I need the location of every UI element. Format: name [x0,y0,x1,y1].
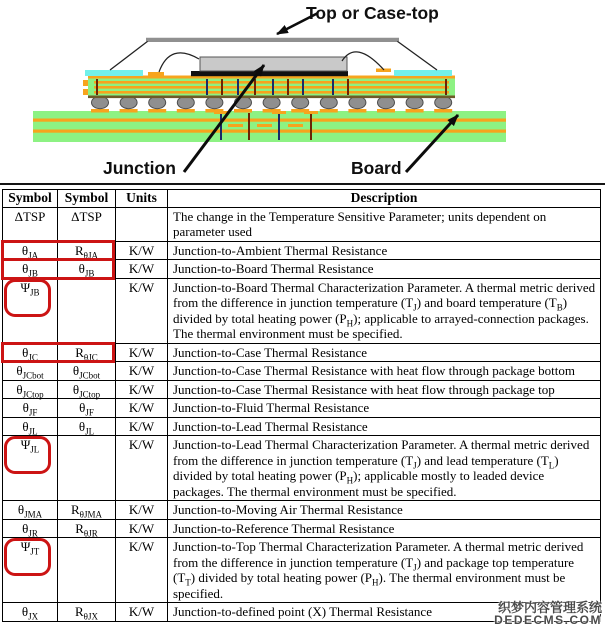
description-cell: Junction-to-Case Thermal Resistance [168,343,601,362]
description-cell: Junction-to-Case Thermal Resistance with heat flow through package bottom [168,362,601,381]
description-cell: Junction-to-Board Thermal Resistance [168,260,601,279]
junction-label: Junction [103,158,176,178]
ball-pad [120,109,138,113]
symbol-primary-cell [3,603,58,622]
ball-pad [320,109,338,113]
watermark-site-text: DEDECMS.COM [494,613,602,627]
symbol-primary-cell [3,380,58,399]
table-row [3,260,601,279]
package-cross-section-diagram [0,0,605,187]
symbol-text: $\theta_{JF}$ [22,400,38,418]
symbol-text: $R_{\theta JC}$ [75,344,98,363]
ball-pad [377,109,395,113]
symbol-text: $\theta_{JB}$ [78,261,95,279]
units-cell [116,207,168,241]
symbol-alt-cell [58,603,116,622]
symbol-text: $\theta_{JB}$ [22,261,38,279]
solder-ball [320,96,337,108]
description-cell: Junction-to-defined point (X) Thermal Resistance [168,603,601,622]
symbol-text: $R_{\theta JX}$ [75,604,98,622]
description-cell: Junction-to-Ambient Thermal Resistance [168,241,601,260]
table-row [3,501,601,520]
board-slab [33,111,506,142]
symbol-text: $\theta_{JL}$ [22,418,38,437]
watermark-cn-text: 织梦内容管理系统 [497,600,602,615]
ball-pad [91,109,109,113]
symbol-text: $\theta_{JX}$ [21,604,39,622]
solder-ball [378,96,395,108]
description-cell: Junction-to-Case Thermal Resistance with heat flow through package top [168,380,601,399]
symbol-text: $\Psi_{JB}$ [20,279,40,298]
description-cell: The change in the Temperature Sensitive Parameter; units dependent on parameter used [168,207,601,241]
symbol-text: $R_{\theta JR}$ [75,520,98,539]
symbol-text: $\theta_{JA}$ [21,242,39,261]
ball-pad [263,109,281,113]
table-row [3,343,601,362]
symbol-primary-cell [3,362,58,381]
symbol-text: $\theta_{JC}$ [22,344,38,363]
symbol-text: $R_{\theta JA}$ [75,242,98,261]
symbol-text: ΔTSP [71,208,102,224]
units-cell: K/W [116,501,168,520]
symbol-text: $\theta_{JL}$ [78,418,95,437]
symbol-primary-cell [3,417,58,436]
section-divider-line [0,183,605,185]
solder-ball [206,96,223,108]
package-substrate [83,76,455,99]
symbol-text: $\theta_{JMA}$ [17,502,43,520]
symbol-alt-cell [58,207,116,241]
wire-pad-left [148,72,164,76]
symbol-text: $\theta_{JCbot}$ [16,363,44,381]
ball-pad [177,109,195,113]
solder-ball [349,96,366,108]
solder-ball [120,96,137,108]
ball-pad [434,109,452,113]
units-cell: K/W [116,362,168,381]
watermark [494,601,602,627]
ball-pad [291,109,309,113]
symbol-alt-cell [58,436,116,501]
symbol-alt-cell [58,278,116,343]
symbol-alt-cell [58,417,116,436]
top-case-top-label: Top or Case-top [306,3,439,23]
symbol-alt-cell [58,241,116,260]
table-row [3,519,601,538]
table-body [3,207,601,621]
bond-wire-right [342,52,384,70]
header-symbol-alt: Symbol [58,190,116,208]
header-units: Units [116,190,168,208]
table-header [3,190,601,208]
table-row [3,538,601,603]
solder-ball [263,96,280,108]
lid-seal-pad-right [394,70,452,76]
ball-pad [348,109,366,113]
description-cell: Junction-to-Board Thermal Characterization Parameter. A thermal metric derived from the difference in junction temperature $(T_J)$ and board temperature $(T_B)$ divided by total heating power $(P_H)$; applicable to arrayed-connection packages. The thermal environment must be specified. [168,278,601,343]
header-symbol-primary: Symbol [3,190,58,208]
table-row [3,380,601,399]
symbol-text: $\theta_{JF}$ [79,400,94,418]
table-row [3,399,601,418]
board-label: Board [351,158,402,178]
solder-ball [149,96,166,108]
ball-pad [234,109,252,113]
description-cell: Junction-to-Top Thermal Characterization Parameter. A thermal metric derived from the difference in junction temperature $(T_J)$ and package top temperature $(T_T)$ divided by total heating power $(P_H)$. The thermal environment must be specified. [168,538,601,603]
units-cell: K/W [116,417,168,436]
symbol-primary-cell [3,278,58,343]
die-attach [191,71,348,76]
symbol-primary-cell [3,399,58,418]
die [200,57,347,71]
table-row [3,417,601,436]
units-cell: K/W [116,519,168,538]
symbol-alt-cell [58,343,116,362]
description-cell: Junction-to-Lead Thermal Resistance [168,417,601,436]
symbol-alt-cell [58,501,116,520]
symbol-text: $\Psi_{JL}$ [20,437,40,455]
symbol-primary-cell [3,343,58,362]
symbol-primary-cell [3,519,58,538]
thermal-symbols-table [2,189,601,622]
table-row [3,278,601,343]
table-row [3,436,601,501]
symbol-text: $\theta_{JCbot}$ [72,363,101,381]
description-cell: Junction-to-Fluid Thermal Resistance [168,399,601,418]
description-cell: Junction-to-Lead Thermal Characterization Parameter. A thermal metric derived from the difference in junction temperature $(T_J)$ and lead temperature $(T_L)$ divided by total heating power $(P_H)$; applicable mostly to leaded device packages. The thermal environment must be specified. [168,436,601,501]
symbol-primary-cell [3,538,58,603]
lid-seal-pad-left [85,70,143,76]
symbol-text: ΔTSP [14,208,46,224]
description-cell: Junction-to-Moving Air Thermal Resistance [168,501,601,520]
symbol-alt-cell [58,380,116,399]
units-cell: K/W [116,343,168,362]
ball-pad [205,109,223,113]
symbol-text: $\Psi_{JT}$ [20,539,40,557]
solder-balls [92,96,452,108]
description-cell: Junction-to-Reference Thermal Resistance [168,519,601,538]
bond-wire-left [159,53,199,72]
units-cell: K/W [116,380,168,399]
symbol-alt-cell [58,362,116,381]
symbol-text: $\theta_{JCtop}$ [16,381,44,400]
symbol-primary-cell [3,260,58,279]
symbol-primary-cell [3,207,58,241]
symbol-primary-cell [3,241,58,260]
units-cell: K/W [116,241,168,260]
table-header-row [3,190,601,208]
symbol-alt-cell [58,260,116,279]
symbol-alt-cell [58,399,116,418]
symbol-primary-cell [3,501,58,520]
table-row [3,207,601,241]
solder-ball [177,96,194,108]
symbol-primary-cell [3,436,58,501]
symbol-text: $R_{\theta JMA}$ [71,502,102,520]
units-cell: K/W [116,436,168,501]
header-description: Description [168,190,601,208]
ball-pad [148,109,166,113]
units-cell: K/W [116,278,168,343]
solder-ball [292,96,309,108]
units-cell: K/W [116,538,168,603]
units-cell: K/W [116,603,168,622]
symbol-text: $\theta_{JR}$ [22,520,38,539]
ball-pad [406,109,424,113]
symbol-alt-cell [58,519,116,538]
symbol-text: $\theta_{JCtop}$ [72,381,101,400]
table-row [3,241,601,260]
table-row [3,362,601,381]
units-cell: K/W [116,260,168,279]
solder-ball [435,96,452,108]
units-cell: K/W [116,399,168,418]
solder-ball [406,96,423,108]
solder-ball [92,96,109,108]
symbol-alt-cell [58,538,116,603]
